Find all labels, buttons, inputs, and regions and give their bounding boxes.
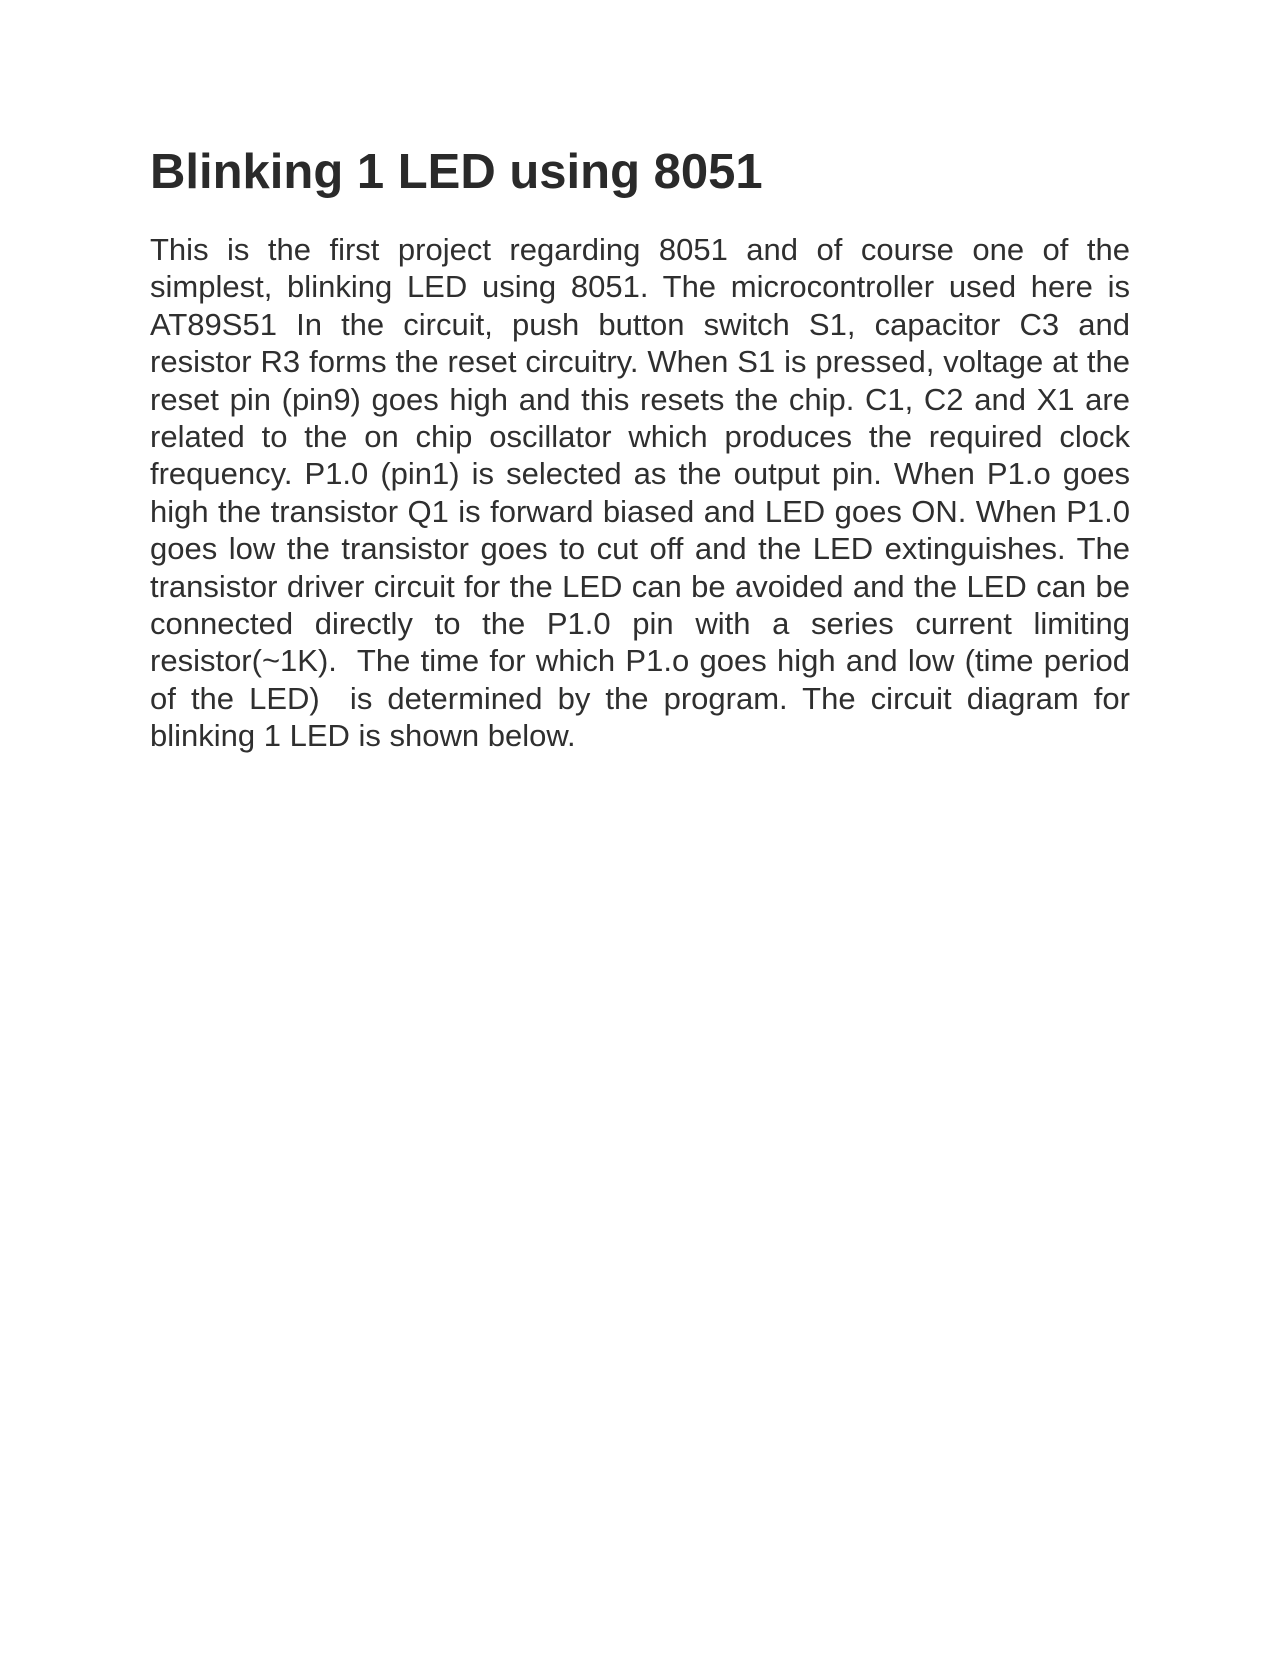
document-title: Blinking 1 LED using 8051 (150, 145, 763, 199)
document-paragraph: This is the first project regarding 8051 and of course one of the simplest, blinking LED using 8051. The microcontroller used here is AT89S51 In the circuit, push button switch S1, capacitor C3 and resistor R3 forms the reset circuitry. When S1 is pressed, voltage at the reset pin (pin9) goes high and this resets the chip. C1, C2 and X1 are related to the on chip oscillator which produces the required clock frequency. P1.0 (pin1) is selected as the output pin. When P1.o goes high the transistor Q1 is forward biased and LED goes ON. When P1.0 goes low the transistor goes to cut off and the LED extinguishes. The transistor driver circuit for the LED can be avoided and the LED can be connected directly to the P1.0 pin with a series current limiting resistor(~1K). The time for which P1.o goes high and low (time period of the LED) is determined by the program. The circuit diagram for blinking 1 LED is shown below. (150, 232, 1139, 754)
document-content (150, 140, 1139, 755)
